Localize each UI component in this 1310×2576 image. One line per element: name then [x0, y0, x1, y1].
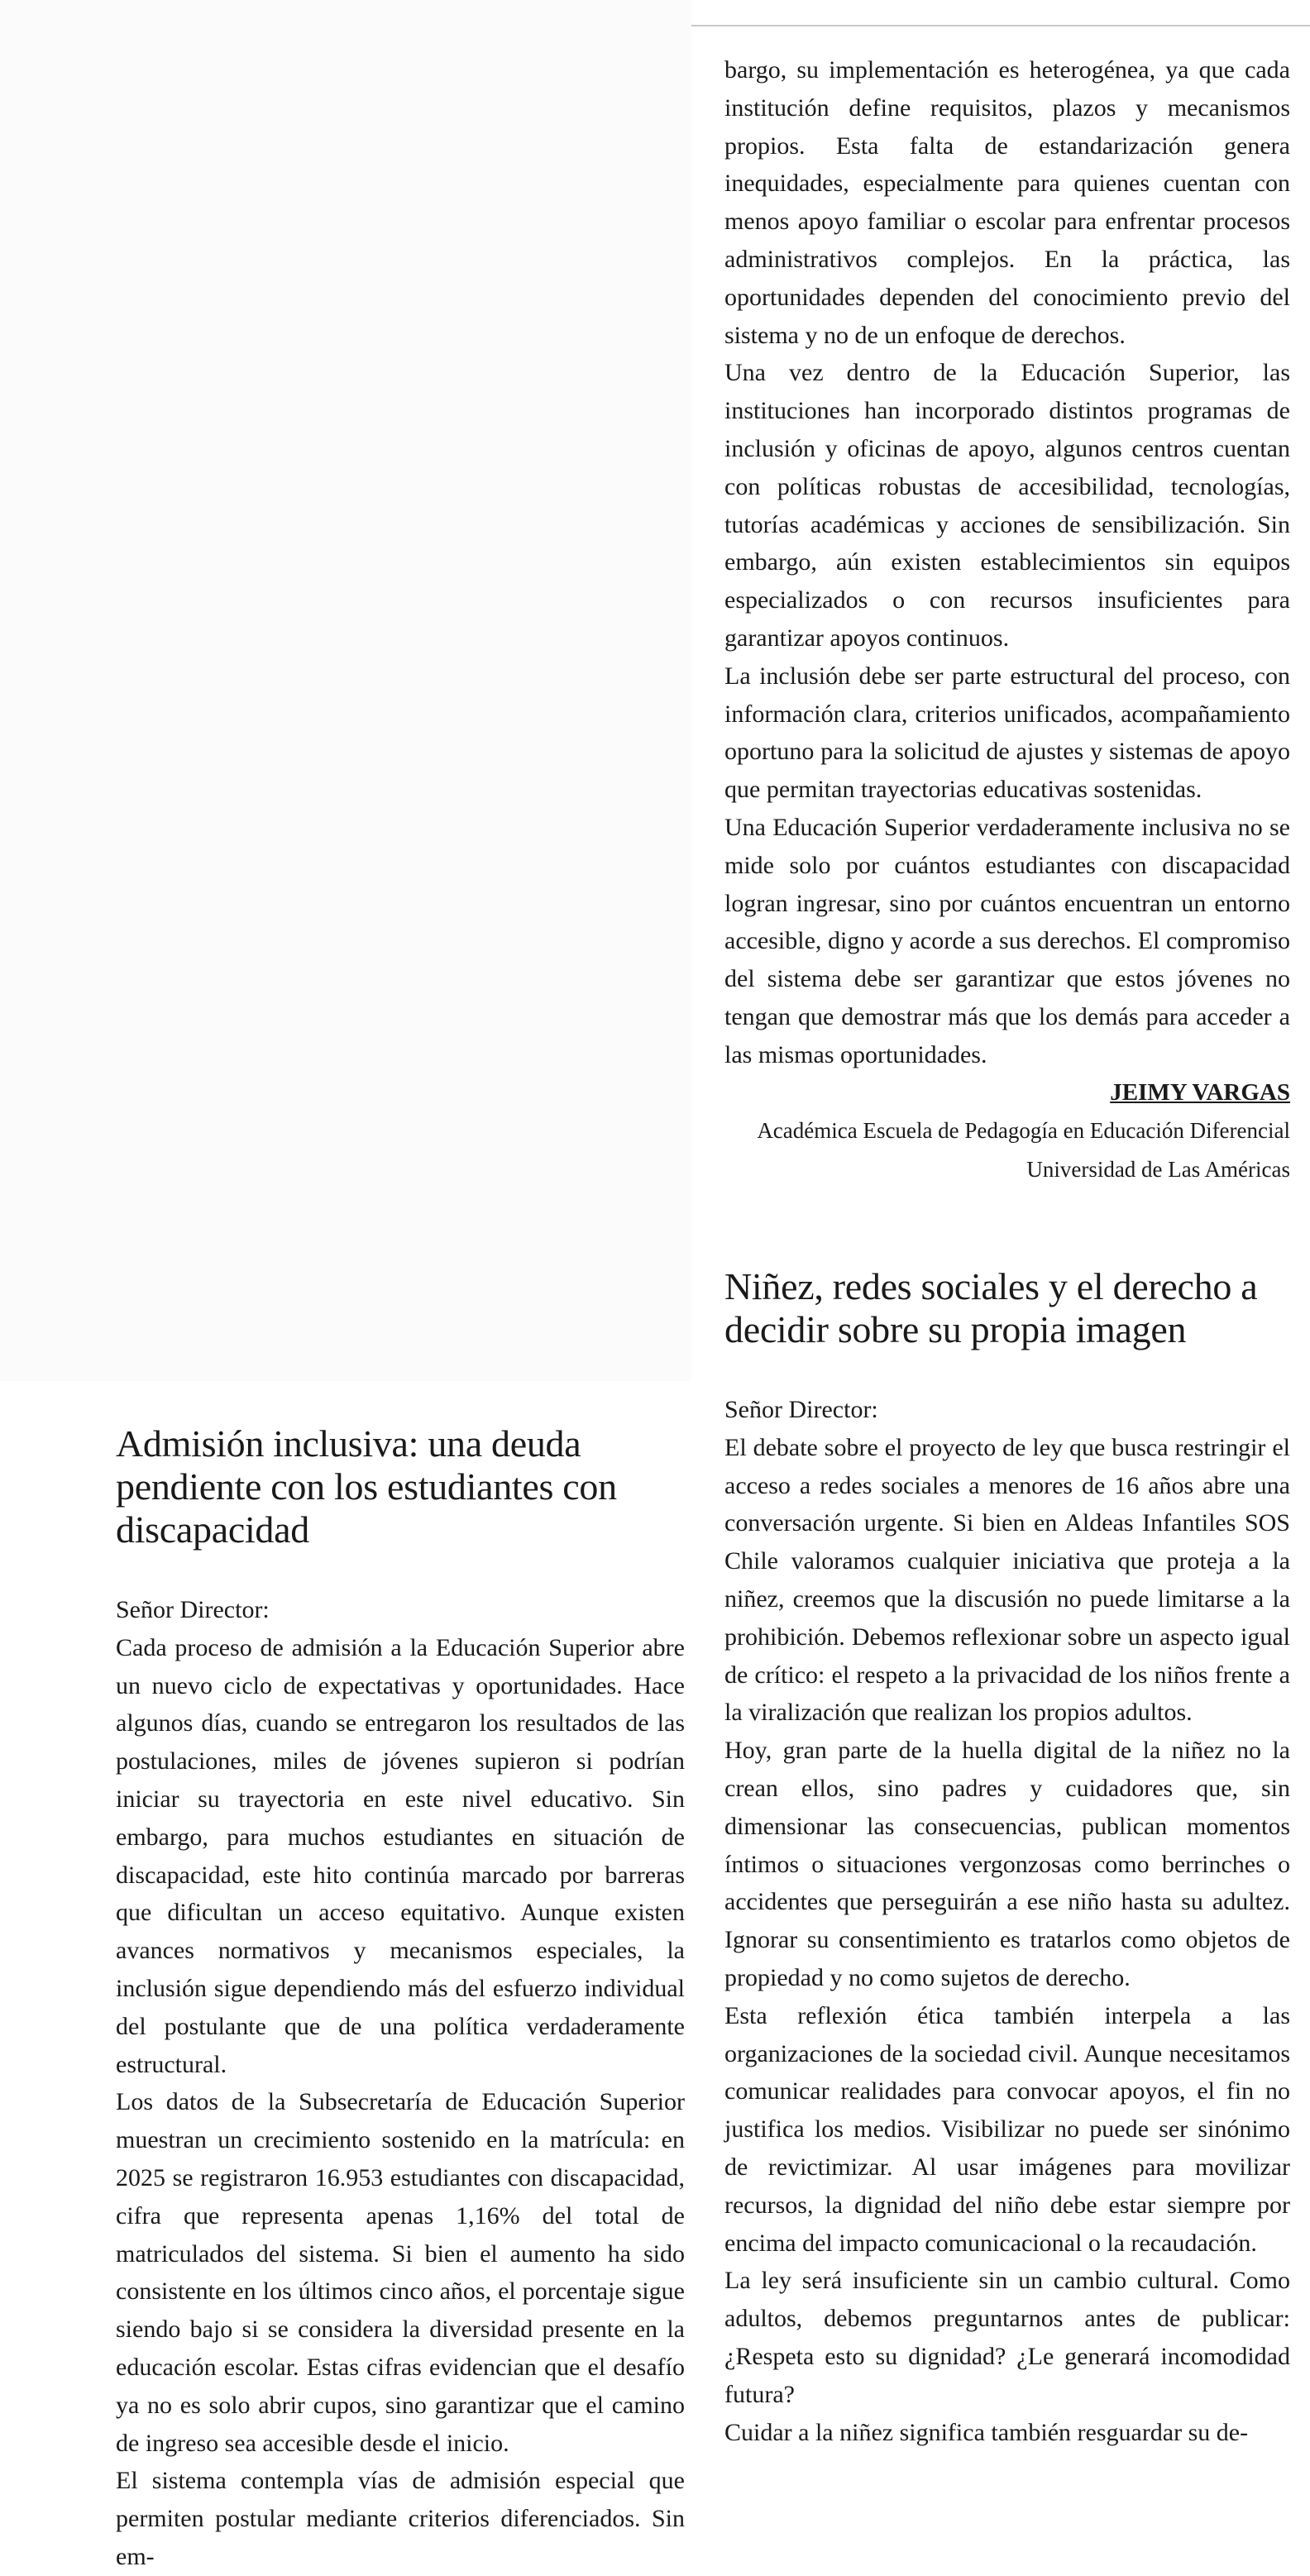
paragraph: La inclusión debe ser parte estructural del proceso, con información clara, criterios unificados, acompañamiento oportuno para la solicitud de ajustes y sistemas de apoyo que permitan trayectorias educativas sostenidas.: [724, 662, 1290, 804]
paragraph: Los datos de la Subsecretaría de Educación Superior muestran un crecimiento sostenido en la matrícula: en 2025 se registraron 16.953 estudiantes con discapacidad, cifra que representa apenas 1,16% del total de matriculados del sistema. Si bien el aumento ha sido consistente en los últimos cinco años, el porcentaje sigue siendo bajo si se considera la diversidad presente en la educación escolar. Estas cifras evidencian que el desafío ya no es solo abrir cupos, sino garantizar que el camino de ingreso sea accesible desde el inicio.: [116, 2088, 685, 2457]
paragraph: La ley será insuficiente sin un cambio cultural. Como adultos, debemos preguntarnos antes de publicar: ¿Respeta esto su dignidad? ¿Le generará incomodidad futura?: [724, 2267, 1290, 2408]
paragraph: Hoy, gran parte de la huella digital de la niñez no la crean ellos, sino padres y cuidadores que, sin dimensionar las consecuencias, publican momentos íntimos o situaciones vergonzosas como berrinches o accidentes que perseguirán a ese niño hasta su adultez. Ignorar su consentimiento es tratarlos como objetos de propiedad y no como sujetos de derecho.: [724, 1737, 1290, 1991]
letter-ninez-redes-sociales: [724, 1265, 1290, 2451]
paragraph: Esta reflexión ética también interpela a las organizaciones de la sociedad civil. Aunque necesitamos comunicar realidades para convocar apoyos, el fin no justifica los medios. Visibilizar no puede ser sinónimo de revictimizar. Al usar imágenes para movilizar recursos, la dignidad del niño debe estar siempre por encima del impacto comunicacional o la recaudación.: [724, 2001, 1290, 2257]
paragraph: El sistema contempla vías de admisión especial que permiten postular mediante criterios diferenciados. Sin em-: [116, 2467, 685, 2570]
salutation: Señor Director:: [724, 1396, 878, 1423]
paragraph: Cada proceso de admisión a la Educación Superior abre un nuevo ciclo de expectativas y oportunidades. Hace algunos días, cuando se entregaron los resultados de las postulaciones, miles de jóvenes supieron si podrían iniciar su trayectoria en este nivel educativo. Sin embargo, para muchos estudiantes en situación de discapacidad, este hito continúa marcado por barreras que dificultan un acceso equitativo. Aunque existen avances normativos y mecanismos especiales, la inclusión sigue dependiendo más del esfuerzo individual del postulante que de una política verdaderamente estructural.: [116, 1633, 685, 2078]
top-divider-rule: [691, 25, 1310, 26]
signature-institution: Universidad de Las Américas: [1026, 1156, 1290, 1182]
signature-role: Académica Escuela de Pedagogía en Educación Diferencial: [757, 1117, 1290, 1143]
letter-continuation: [724, 51, 1290, 1189]
paragraph: Cuidar a la niñez significa también resguardar su de-: [724, 2418, 1249, 2446]
letter-admision-inclusiva: [116, 1422, 685, 2576]
salutation: Señor Director:: [116, 1596, 270, 1623]
paragraph: El debate sobre el proyecto de ley que busca restringir el acceso a redes sociales a menores de 16 años abre una conversación urgente. Si bien en Aldeas Infantiles SOS Chile valoramos cualquier iniciativa que proteja a la niñez, creemos que la discusión no puede limitarse a la prohibición. Debemos reflexionar sobre un aspecto igual de crítico: el respeto a la privacidad de los niños frente a la viralización que realizan los propios adultos.: [724, 1433, 1290, 1727]
article-headline: Admisión inclusiva: una deuda pendiente con los estudiantes con discapacidad: [116, 1422, 617, 1551]
paragraph: Una vez dentro de la Educación Superior, las instituciones han incorporado distintos programas de inclusión y oficinas de apoyo, algunos centros cuentan con políticas robustas de accesibilidad, tecnologías, tutorías académicas y acciones de sensibilización. Sin embargo, aún existen establecimientos sin equipos especializados o con recursos insuficientes para garantizar apoyos continuos.: [724, 359, 1290, 652]
signature-block: [724, 1074, 1290, 1189]
paragraph: Una Educación Superior verdaderamente inclusiva no se mide solo por cuántos estudiantes con discapacidad logran ingresar, sino por cuántos encuentran un entorno accesible, digno y acorde a sus derechos. El compromiso del sistema debe ser garantizar que estos jóvenes no tengan que demostrar más que los demás para acceder a las mismas oportunidades.: [724, 813, 1290, 1068]
paragraph: bargo, su implementación es heterogénea, ya que cada institución define requisitos, plazos y mecanismos propios. Esta falta de estandarización genera inequidades, especialmente para quienes cuentan con menos apoyo familiar o escolar para enfrentar procesos administrativos complejos. En la práctica, las oportunidades dependen del conocimiento previo del sistema y no de un enfoque de derechos.: [724, 56, 1290, 349]
article-headline: Niñez, redes sociales y el derecho a decidir sobre su propia imagen: [724, 1265, 1258, 1350]
left-blank-area: [0, 0, 691, 1381]
signature-name: JEIMY VARGAS: [1110, 1078, 1290, 1106]
